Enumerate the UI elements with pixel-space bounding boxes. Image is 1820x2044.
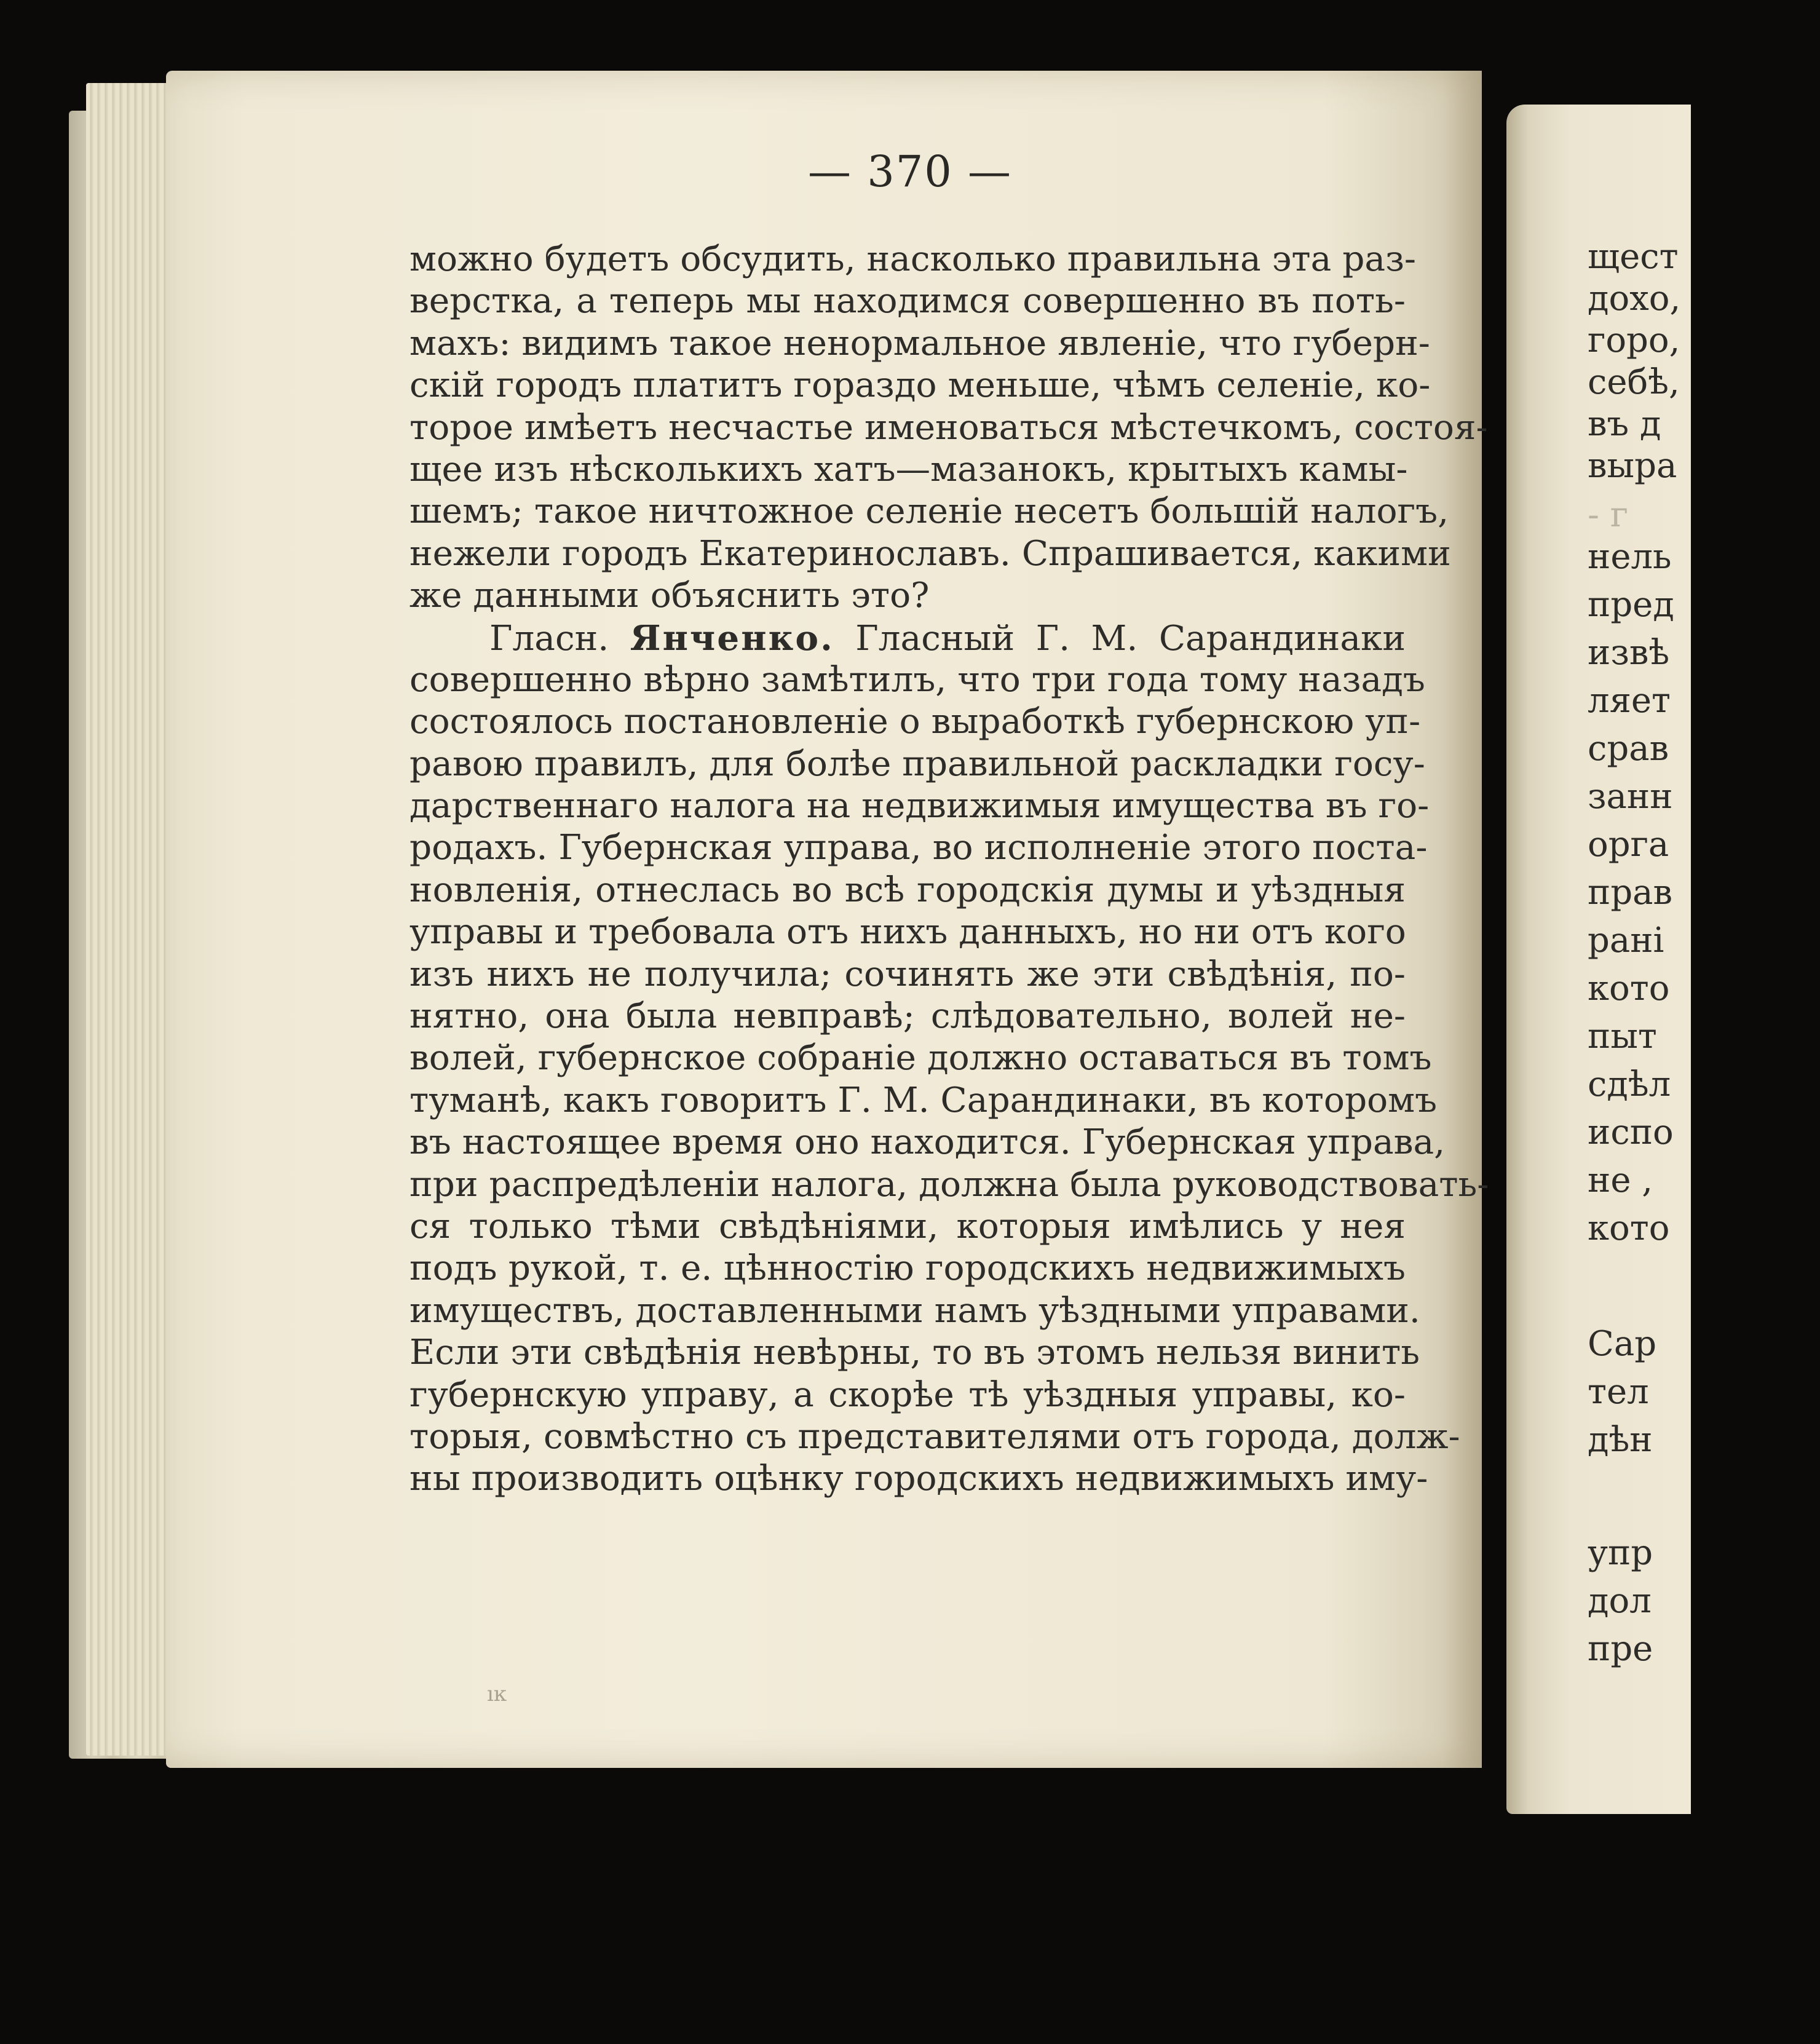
text-line: совершенно вѣрно замѣтилъ, что три года тому назадъ — [410, 659, 1425, 700]
text-line: скій городъ платитъ гораздо меньше, чѣмъ селеніе, ко- — [410, 365, 1431, 406]
text-line: махъ: видимъ такое ненормальное явленіе, что губерн- — [410, 323, 1430, 363]
text-line: ны производить оцѣнку городскихъ недвижимыхъ иму- — [410, 1459, 1428, 1499]
text-line: шемъ; такое ничтожное селеніе несетъ большій налогъ, — [410, 491, 1449, 532]
right-fragment: срав — [1588, 729, 1669, 769]
text-line: родахъ. Губернская управа, во исполненіе этого поста- — [410, 828, 1428, 868]
text-line: Если эти свѣдѣнія невѣрны, то въ этомъ нельзя винить — [410, 1333, 1420, 1373]
right-fragment: пред — [1588, 585, 1674, 625]
right-fragment: орга — [1588, 825, 1669, 865]
right-fragment: дѣн — [1588, 1420, 1653, 1460]
text-line: можно будетъ обсудить, насколько правильна эта раз- — [410, 239, 1417, 279]
right-fragment: упр — [1588, 1533, 1653, 1573]
right-fragment: прав — [1588, 873, 1673, 913]
text-line: нятно, она была невправѣ; слѣдовательно, волей не- — [410, 996, 1406, 1037]
right-fragment: испо — [1588, 1112, 1674, 1152]
right-fragment: сдѣл — [1588, 1064, 1671, 1104]
text-line: въ настоящее время оно находится. Губернская управа, — [410, 1122, 1446, 1163]
right-fragment: пре — [1588, 1629, 1653, 1669]
text-line: имуществъ, доставленными намъ уѣздными управами. — [410, 1290, 1420, 1331]
speaker-line — [410, 617, 1406, 659]
right-fragment: тел — [1588, 1372, 1649, 1412]
right-fragment: пыт — [1588, 1016, 1657, 1056]
text-line: изъ нихъ не получила; сочинять же эти свѣдѣнія, по- — [410, 954, 1406, 994]
text-line: щее изъ нѣсколькихъ хатъ—мазанокъ, крытыхъ камы- — [410, 449, 1408, 489]
speaker-rest: Гласный Г. М. Сарандинаки — [855, 618, 1406, 659]
page-number: — 370 — — [807, 146, 1013, 197]
text-line: ся только тѣми свѣдѣніями, которыя имѣлись у нея — [410, 1206, 1406, 1246]
right-fragment: ляет — [1588, 681, 1671, 721]
right-fragment: занн — [1588, 777, 1673, 817]
text-line: губернскую управу, а скорѣе тѣ уѣздныя управы, ко- — [410, 1374, 1406, 1415]
right-fragment: въ д — [1588, 404, 1661, 444]
speaker-prefix: Гласн. — [489, 618, 609, 659]
text-line: нежели городъ Екатеринославъ. Спрашивается, какими — [410, 533, 1451, 574]
right-fragment: щест — [1588, 237, 1679, 277]
right-fragment: выра — [1588, 446, 1677, 486]
text-line: подъ рукой, т. е. цѣнностію городскихъ недвижимыхъ — [410, 1248, 1406, 1289]
right-fragment: горо, — [1588, 320, 1680, 360]
footer-mark: ıĸ — [487, 1682, 507, 1706]
text-line: торое имѣетъ несчастье именоваться мѣстечкомъ, состоя- — [410, 407, 1488, 448]
speaker-name: Янченко. — [630, 617, 834, 659]
main-text — [410, 239, 1489, 1500]
text-line: торыя, совмѣстно съ представителями отъ города, долж- — [410, 1416, 1460, 1457]
text-line: управы и требовала отъ нихъ данныхъ, но ни отъ кого — [410, 912, 1406, 953]
right-fragment: рані — [1588, 921, 1664, 961]
text-line: волей, губернское собраніе должно оставаться въ томъ — [410, 1038, 1432, 1079]
text-line: туманѣ, какъ говоритъ Г. М. Сарандинаки, въ которомъ — [410, 1080, 1438, 1120]
text-line: состоялось постановленіе о выработкѣ губернскою уп- — [410, 702, 1421, 742]
text-line: дарственнаго налога на недвижимыя имущества въ го- — [410, 786, 1430, 826]
right-fragment: кото — [1588, 1208, 1670, 1248]
right-fragment: - г — [1588, 495, 1629, 535]
right-fragment: не , — [1588, 1160, 1653, 1200]
right-fragment: извѣ — [1588, 633, 1670, 673]
text-line: новленія, отнеслась во всѣ городскія думы и уѣздныя — [410, 869, 1406, 910]
right-fragment: нель — [1588, 537, 1672, 577]
text-line: же данными объяснить это? — [410, 576, 930, 616]
right-fragment: кото — [1588, 969, 1670, 1008]
text-line: при распредѣленіи налога, должна была руководствовать- — [410, 1164, 1489, 1205]
right-fragment: дол — [1588, 1581, 1652, 1621]
text-line: верстка, а теперь мы находимся совершенно въ поть- — [410, 281, 1406, 322]
right-fragment: дохо, — [1588, 279, 1681, 319]
right-fragment: себѣ, — [1588, 362, 1680, 402]
right-fragment: Сар — [1588, 1324, 1657, 1364]
text-line: равою правилъ, для болѣе правильной раскладки госу- — [410, 743, 1425, 784]
